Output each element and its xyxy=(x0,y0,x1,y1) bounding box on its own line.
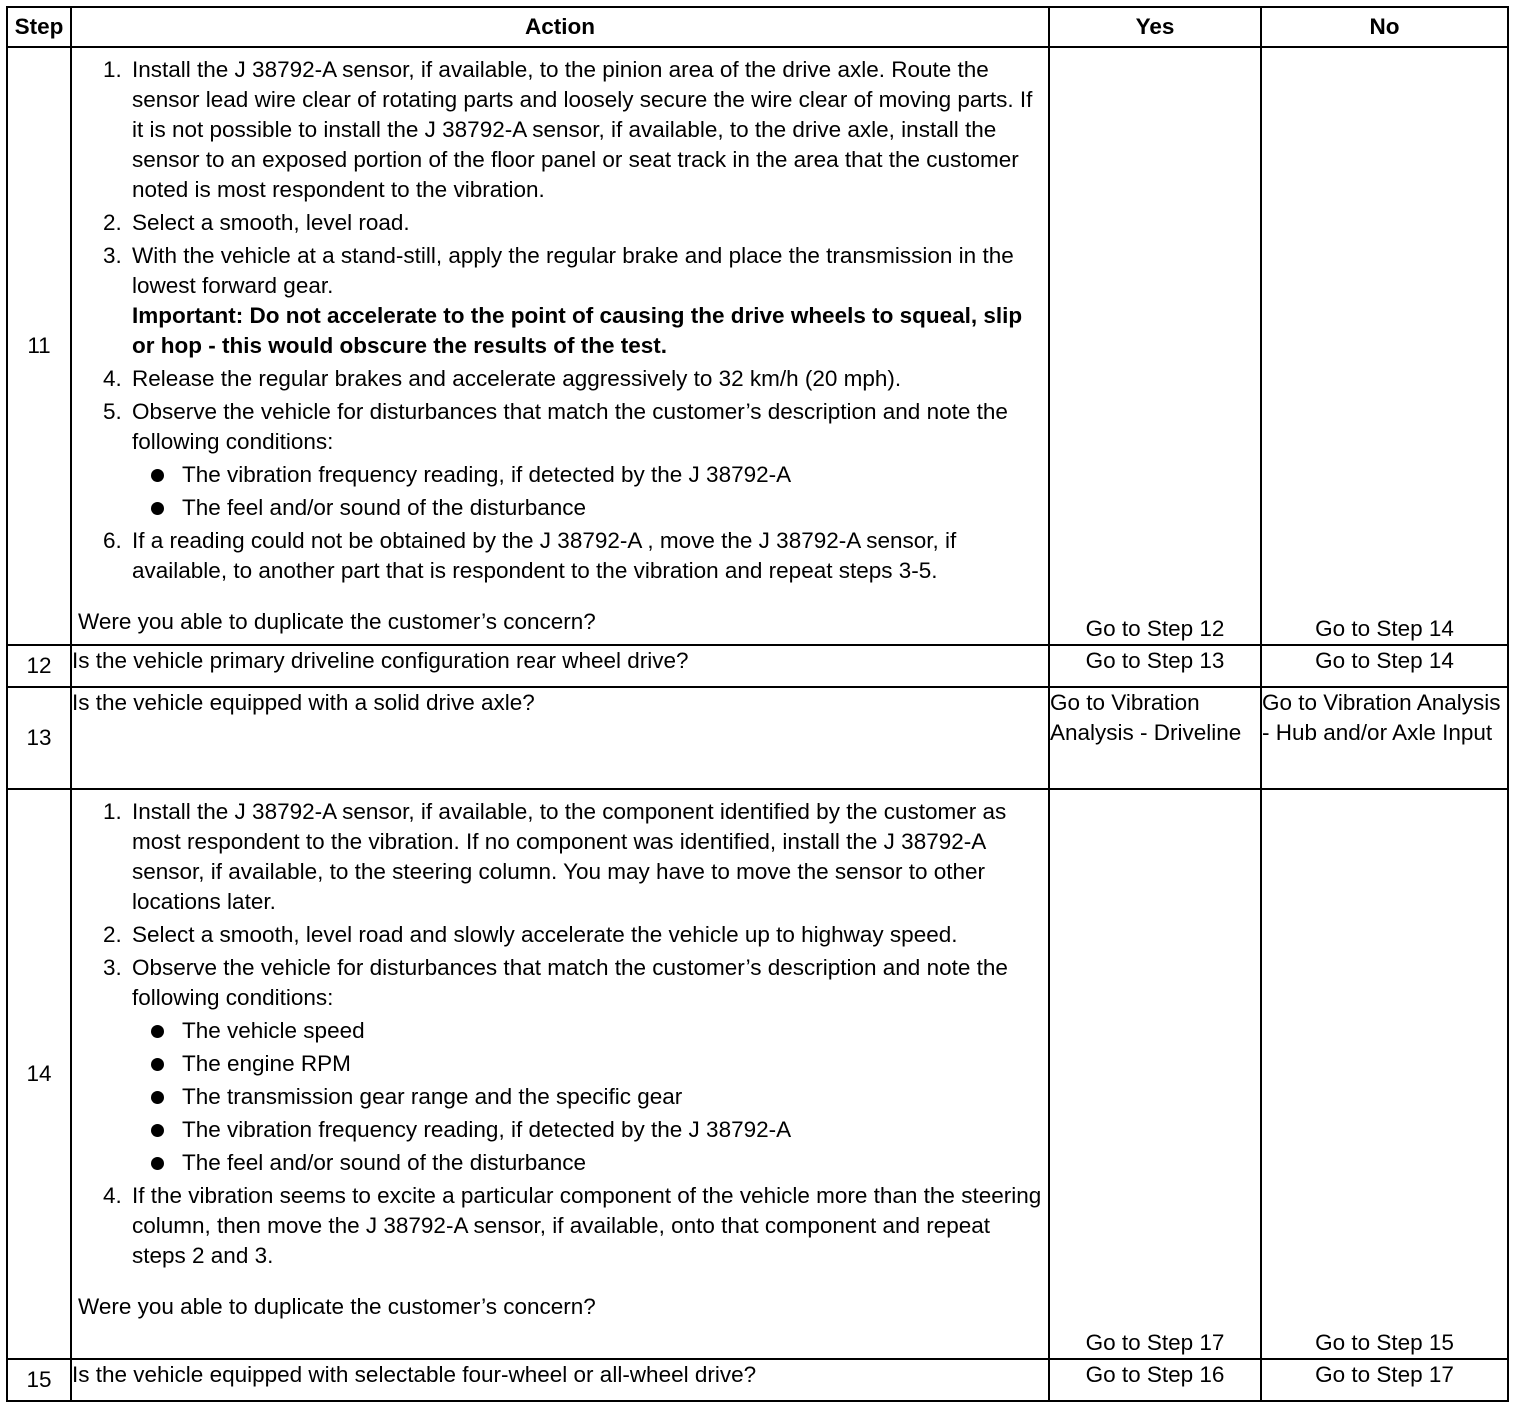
bullet-item: The feel and/or sound of the disturbance xyxy=(148,493,1042,523)
header-row xyxy=(7,7,1508,47)
important-note: Important: Do not accelerate to the point of causing the drive wheels to squeal, slip or hop - this would obscure the results of the test. xyxy=(132,303,1023,358)
step-number: 15 xyxy=(7,1359,71,1401)
bullet-item: The transmission gear range and the specific gear xyxy=(148,1082,1042,1112)
conditions-list xyxy=(132,460,1042,523)
step-number: 14 xyxy=(7,789,71,1359)
no-cell: Go to Step 15 xyxy=(1261,789,1508,1359)
bullet-item: The vibration frequency reading, if detected by the J 38792-A xyxy=(148,460,1042,490)
list-item: 4. Release the regular brakes and accelerate aggressively to 32 km/h (20 mph). xyxy=(128,364,1042,394)
list-item xyxy=(128,953,1042,1178)
header-yes: Yes xyxy=(1049,7,1261,47)
no-cell: Go to Step 14 xyxy=(1261,645,1508,687)
bullet-item: The engine RPM xyxy=(148,1049,1042,1079)
question-text: Is the vehicle equipped with a solid drive axle? xyxy=(71,687,1049,789)
question-text: Is the vehicle primary driveline configuration rear wheel drive? xyxy=(71,645,1049,687)
action-cell xyxy=(71,789,1049,1359)
question-text: Is the vehicle equipped with selectable four-wheel or all-wheel drive? xyxy=(71,1359,1049,1401)
diagnostic-steps-table xyxy=(6,6,1509,1402)
action-cell xyxy=(71,47,1049,645)
table-row-step-14 xyxy=(7,789,1508,1359)
list-item-text: Observe the vehicle for disturbances that match the customer’s description and note the following conditions: xyxy=(132,399,1008,454)
bullet-item: The vehicle speed xyxy=(148,1016,1042,1046)
bullet-item: The feel and/or sound of the disturbance xyxy=(148,1148,1042,1178)
yes-cell: Go to Vibration Analysis - Driveline xyxy=(1049,687,1261,789)
list-item: 2. Select a smooth, level road. xyxy=(128,208,1042,238)
question-text: Were you able to duplicate the customer’s concern? xyxy=(78,609,596,634)
yes-cell: Go to Step 16 xyxy=(1049,1359,1261,1401)
list-item: 1. Install the J 38792-A sensor, if available, to the pinion area of the drive axle. Route the sensor lead wire clear of rotating parts and loosely secure the wire clear of moving parts. If it is not possible to install the J 38792-A sensor, if available, to the drive axle, install the sensor to an exposed portion of the floor panel or seat track in the area that the customer noted is most respondent to the vibration. xyxy=(128,55,1042,205)
conditions-list xyxy=(132,1016,1042,1178)
list-item-text: Observe the vehicle for disturbances that match the customer’s description and note the following conditions: xyxy=(132,955,1008,1010)
list-item: 4. If the vibration seems to excite a particular component of the vehicle more than the steering column, then move the J 38792-A sensor, if available, onto that component and repeat steps 2 and 3. xyxy=(128,1181,1042,1271)
no-cell: Go to Step 17 xyxy=(1261,1359,1508,1401)
table-row-step-15 xyxy=(7,1359,1508,1401)
yes-cell: Go to Step 17 xyxy=(1049,789,1261,1359)
list-item: 2. Select a smooth, level road and slowly accelerate the vehicle up to highway speed. xyxy=(128,920,1042,950)
table-row-step-11 xyxy=(7,47,1508,645)
step-number: 11 xyxy=(7,47,71,645)
list-item: 6. If a reading could not be obtained by the J 38792-A , move the J 38792-A sensor, if available, to another part that is respondent to the vibration and repeat steps 3-5. xyxy=(128,526,1042,586)
header-no: No xyxy=(1261,7,1508,47)
list-item-text: With the vehicle at a stand-still, apply the regular brake and place the transmission in the lowest forward gear. xyxy=(132,243,1014,298)
step-number: 12 xyxy=(7,645,71,687)
no-cell: Go to Vibration Analysis - Hub and/or Axle Input xyxy=(1261,687,1508,789)
list-item: 1. Install the J 38792-A sensor, if available, to the component identified by the customer as most respondent to the vibration. If no component was identified, install the J 38792-A sensor, if available, to the steering column. You may have to move the sensor to other locations later. xyxy=(128,797,1042,917)
yes-cell: Go to Step 13 xyxy=(1049,645,1261,687)
table-row-step-12 xyxy=(7,645,1508,687)
action-steps-list xyxy=(78,797,1042,1271)
list-item xyxy=(128,397,1042,523)
bullet-item: The vibration frequency reading, if detected by the J 38792-A xyxy=(148,1115,1042,1145)
header-step: Step xyxy=(7,7,71,47)
action-steps-list xyxy=(78,55,1042,586)
list-item xyxy=(128,241,1042,361)
yes-cell: Go to Step 12 xyxy=(1049,47,1261,645)
question-text: Were you able to duplicate the customer’s concern? xyxy=(78,1294,596,1319)
step-number: 13 xyxy=(7,687,71,789)
no-cell: Go to Step 14 xyxy=(1261,47,1508,645)
table-row-step-13 xyxy=(7,687,1508,789)
header-action: Action xyxy=(71,7,1049,47)
